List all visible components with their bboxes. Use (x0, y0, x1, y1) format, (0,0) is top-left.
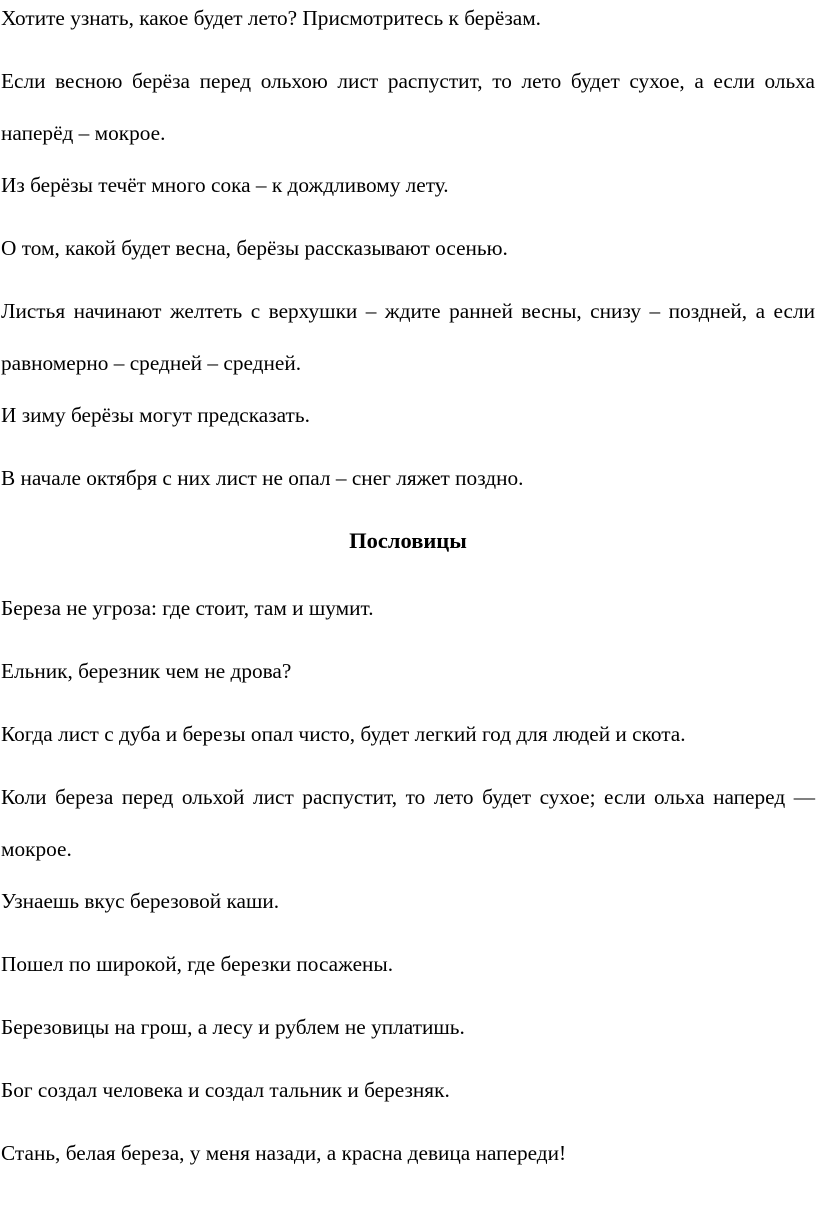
proverb-paragraph: Бог создал человека и создал тальник и березняк. (1, 1078, 450, 1102)
proverb-paragraph: Стань, белая береза, у меня назади, а красна девица напереди! (1, 1141, 567, 1165)
proverb-paragraph: Когда лист с дуба и березы опал чисто, будет легкий год для людей и скота. (1, 722, 686, 746)
proverb-paragraph: Березовицы на грош, а лесу и рублем не уплатишь. (1, 1015, 465, 1039)
proverb-paragraph: Пошел по широкой, где березки посажены. (1, 952, 394, 976)
proverb-paragraph: Береза не угроза: где стоит, там и шумит. (1, 596, 374, 620)
sign-paragraph: Хотите узнать, какое будет лето? Присмотритесь к берёзам. (1, 6, 541, 30)
sign-paragraph: Из берёзы течёт много сока – к дождливому лету. (1, 173, 449, 197)
proverb-paragraph: Узнаешь вкус березовой каши. (1, 889, 280, 913)
proverb-paragraph: Коли береза перед ольхой лист распустит, то лето будет сухое; если ольха наперед — мокрое. (1, 785, 815, 861)
sign-paragraph: И зиму берёзы могут предсказать. (1, 403, 310, 427)
proverb-paragraph: Ельник, березник чем не дрова? (1, 659, 292, 683)
sign-paragraph: Листья начинают желтеть с верхушки – ждите ранней весны, снизу – поздней, а если равномерно – средней – средней. (1, 299, 815, 375)
proverbs-heading: Пословицы (349, 528, 467, 553)
sign-paragraph: О том, какой будет весна, берёзы рассказывают осенью. (1, 236, 508, 260)
sign-paragraph: Если весною берёза перед ольхою лист распустит, то лето будет сухое, а если ольха наперёд – мокрое. (1, 69, 815, 145)
sign-paragraph: В начале октября с них лист не опал – снег ляжет поздно. (1, 466, 524, 490)
